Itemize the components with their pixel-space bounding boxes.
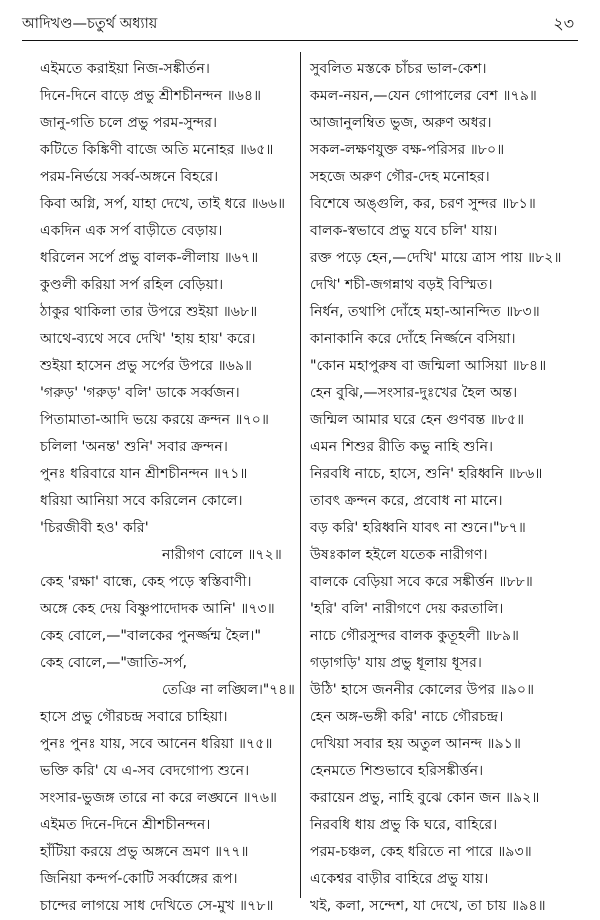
verse-line: দেখিয়া সবার হয় অতুল আনন্দ ॥৯১॥ xyxy=(310,736,521,752)
verse-line: কুণ্ডলী করিয়া সর্প রহিল বেড়িয়া। xyxy=(40,277,224,293)
verse-line: পুনঃ পুনঃ যায়, সবে আনেন ধরিয়া ॥৭৫॥ xyxy=(40,736,273,752)
verse-line: 'গরুড়' 'গরুড়' বলি' ডাকে সর্ব্বজন। xyxy=(40,385,240,401)
verse-line: খই, কলা, সন্দেশ, যা দেখে, তা চায় ॥৯৪॥ xyxy=(310,898,546,914)
verse-line: চলিলা 'অনন্ত' শুনি' সবার ক্রন্দন। xyxy=(40,439,228,455)
verse-line: একেশ্বর বাড়ীর বাহিরে প্রভু যায়। xyxy=(310,871,489,887)
verse-line: এইমত দিনে-দিনে শ্রীশচীনন্দন। xyxy=(40,817,211,833)
verse-line: ধরিয়া আনিয়া সবে করিলেন কোলে। xyxy=(40,493,243,509)
verse-line: নিরবধি ধায় প্রভু কি ঘরে, বাহিরে। xyxy=(310,817,498,833)
verse-line: ধরিলেন সর্পে প্রভু বালক-লীলায় ॥৬৭॥ xyxy=(40,250,259,266)
verse-line: রক্ত পড়ে হেন,—দেখি' মায়ে ত্রাস পায় ॥৮২॥ xyxy=(310,250,562,266)
verse-line: সহজে অরুণ গৌর-দেহ মনোহর। xyxy=(310,169,490,185)
verse-line: সংসার-ভুজঙ্গ তারে না করে লঙ্ঘনে ॥৭৬॥ xyxy=(40,790,278,806)
verse-line: কেহ বোলে,—"জাতি-সর্প, xyxy=(40,655,188,671)
verse-line: দেখি' শচী-জগন্নাথ বড়ই বিস্মিত। xyxy=(310,277,493,293)
verse-line: পুনঃ ধরিবারে যান শ্রীশচীনন্দন ॥৭১॥ xyxy=(40,466,248,482)
running-title: আদিখণ্ড—চতুর্থ অধ্যায় xyxy=(22,16,158,32)
left-column xyxy=(40,56,295,920)
verse-line: করায়েন প্রভু, নাহি বুঝে কোন জন ॥৯২॥ xyxy=(310,790,540,806)
verse-line: সুবলিত মস্তকে চাঁচর ভাল-কেশ। xyxy=(310,61,487,77)
verse-line: আথে-ব্যথে সবে দেখি' 'হায় হায়' করে। xyxy=(40,331,256,347)
verse-line: নিরবধি নাচে, হাসে, শুনি' হরিধ্বনি ॥৮৬॥ xyxy=(310,466,543,482)
verse-line: এমন শিশুর রীতি কভু নাহি শুনি। xyxy=(310,439,494,455)
verse-line: কেহ 'রক্ষা' বান্ধে, কেহ পড়ে স্বস্তিবাণী। xyxy=(40,574,252,590)
verse-line: জানু-গতি চলে প্রভু পরম-সুন্দর। xyxy=(40,115,218,131)
page-number: ২৩ xyxy=(553,14,574,33)
verse-line: কমল-নয়ন,—যেন গোপালের বেশ ॥৭৯॥ xyxy=(310,88,537,104)
verse-line: বিশেষে অঙ্গুলি, কর, চরণ সুন্দর ॥৮১॥ xyxy=(310,196,536,212)
verse-line: হাঁটিয়া করয়ে প্রভু অঙ্গনে ভ্রমণ ॥৭৭॥ xyxy=(40,844,249,860)
verse-line: বড় করি' হরিধ্বনি যাবৎ না শুনে।"৮৭॥ xyxy=(310,520,526,536)
verse-line: অঙ্গে কেহ দেয় বিষ্ণুপাদোদক আনি' ॥৭৩॥ xyxy=(40,601,275,617)
verse-line: "কোন মহাপুরুষ বা জন্মিলা আসিয়া ॥৮৪॥ xyxy=(310,358,547,374)
verse-line: গড়াগড়ি' যায় প্রভু ধূলায় ধূসর। xyxy=(310,655,482,671)
verse-line: ঠাকুর থাকিলা তার উপরে শুইয়া ॥৬৮॥ xyxy=(40,304,258,320)
verse-line: পরম-চঞ্চল, কেহ ধরিতে না পারে ॥৯৩॥ xyxy=(310,844,532,860)
verse-line: হাসে প্রভু গৌরচন্দ্র সবারে চাহিয়া। xyxy=(40,709,228,725)
verse-line-continuation: নারীগণ বোলে ॥৭২॥ xyxy=(162,547,282,563)
verse-line: সকল-লক্ষণযুক্ত বক্ষ-পরিসর ॥৮০॥ xyxy=(310,142,505,158)
verse-line: জন্মিল আমার ঘরে হেন গুণবন্ত ॥৮৫॥ xyxy=(310,412,525,428)
verse-line: বালক-স্বভাবে প্রভু যবে চলি' যায়। xyxy=(310,223,498,239)
verse-line: কানাকানি করে দোঁহে নির্জ্জনে বসিয়া। xyxy=(310,331,516,347)
column-divider xyxy=(300,52,301,898)
verse-line: হেন বুঝি,—সংসার-দুঃখের হৈল অন্ত। xyxy=(310,385,518,401)
right-column xyxy=(310,56,592,920)
verse-line: জিনিয়া কন্দর্প-কোটি সর্ব্বাঙ্গের রূপ। xyxy=(40,871,238,887)
verse-line: শুইয়া হাসেন প্রভু সর্পের উপরে ॥৬৯॥ xyxy=(40,358,253,374)
verse-line: নাচে গৌরসুন্দর বালক কুতূহলী ॥৮৯॥ xyxy=(310,628,520,644)
page-header xyxy=(22,6,578,41)
verse-line: পিতামাতা-আদি ভয়ে করয়ে ক্রন্দন ॥৭০॥ xyxy=(40,412,270,428)
verse-line: নির্ধন, তথাপি দোঁহে মহা-আনন্দিত ॥৮৩॥ xyxy=(310,304,540,320)
verse-line: এইমতে করাইয়া নিজ-সঙ্কীর্তন। xyxy=(40,61,210,77)
verse-line: উষঃকাল হইলে যতেক নারীগণ। xyxy=(310,547,488,563)
verse-line: ভক্তি করি' যে এ-সব বেদগোপ্য শুনে। xyxy=(40,763,250,779)
verse-line: হেনমতে শিশুভাবে হরিসঙ্কীর্ত্তন। xyxy=(310,763,484,779)
verse-line: কিবা অগ্নি, সর্প, যাহা দেখে, তাই ধরে ॥৬৬॥ xyxy=(40,196,286,212)
verse-line: 'হরি' বলি' নারীগণে দেয় করতালি। xyxy=(310,601,504,617)
verse-line: হেন অঙ্গ-ভঙ্গী করি' নাচে গৌরচন্দ্র। xyxy=(310,709,504,725)
verse-line: চান্দের লাগয়ে সাধ দেখিতে সে-মুখ ॥৭৮॥ xyxy=(40,898,274,914)
verse-line: পরম-নির্ভয়ে সর্ব্ব-অঙ্গনে বিহরে। xyxy=(40,169,219,185)
verse-line: কটিতে কিঙ্কিণী বাজে অতি মনোহর ॥৬৫॥ xyxy=(40,142,274,158)
verse-line: একদিন এক সর্প বাড়ীতে বেড়ায়। xyxy=(40,223,223,239)
verse-line: কেহ বোলে,—"বালকের পুনর্জ্জন্ম হৈল।" xyxy=(40,628,262,644)
verse-line: 'চিরজীবী হও' করি' xyxy=(40,520,149,536)
verse-line: আজানুলম্বিত ভুজ, অরুণ অধর। xyxy=(310,115,492,131)
verse-line: বালকে বেড়িয়া সবে করে সঙ্কীর্ত্তন ॥৮৮॥ xyxy=(310,574,533,590)
verse-line: দিনে-দিনে বাড়ে প্রভু শ্রীশচীনন্দন ॥৬৪॥ xyxy=(40,88,262,104)
verse-line: উঠি' হাসে জননীর কোলের উপর ॥৯০॥ xyxy=(310,682,535,698)
verse-line-continuation: তেঞি না লঙ্ঘিল।"৭৪॥ xyxy=(162,682,295,698)
verse-line: তাবৎ ক্রন্দন করে, প্রবোধ না মানে। xyxy=(310,493,503,509)
